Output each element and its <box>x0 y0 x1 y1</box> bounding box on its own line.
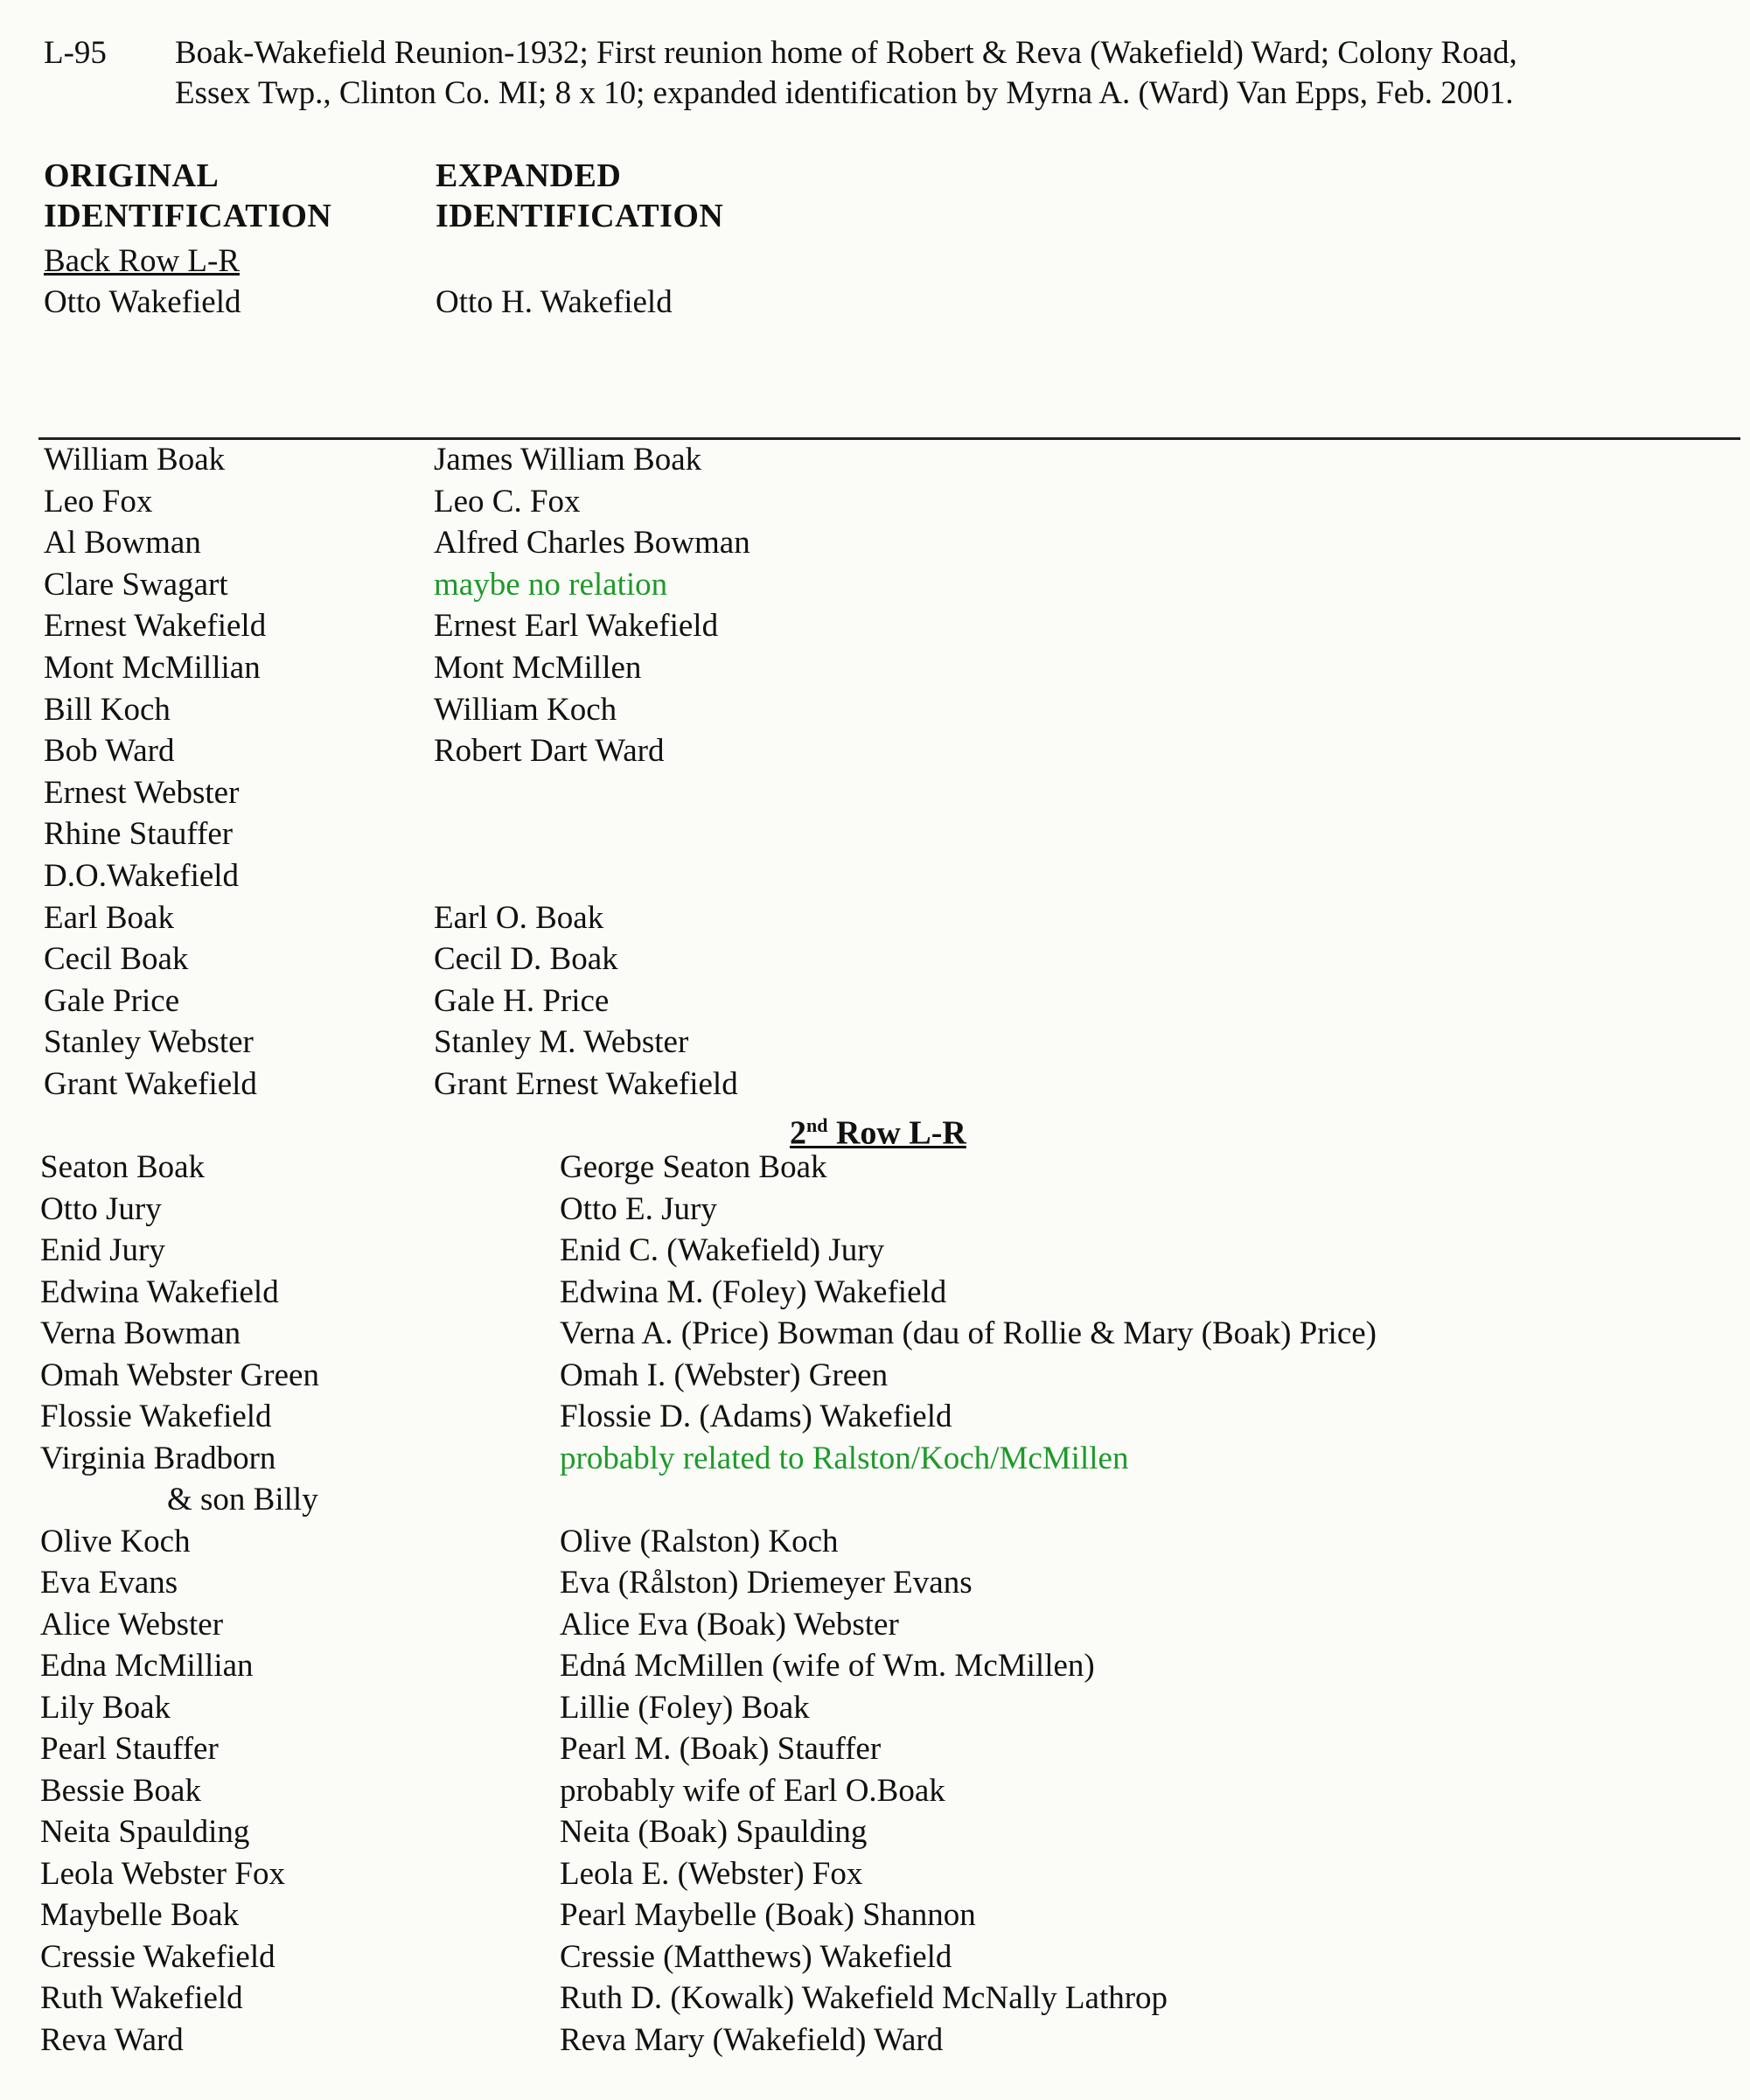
original-name: Pearl Stauffer <box>40 1731 219 1767</box>
original-name: Edwina Wakefield <box>40 1273 279 1310</box>
original-name: Bessie Boak <box>40 1772 201 1809</box>
original-name: Grant Wakefield <box>44 1066 257 1102</box>
original-name: Gale Price <box>44 982 180 1019</box>
original-name: Ernest Webster <box>44 774 240 811</box>
original-name: Rhine Stauffer <box>44 816 234 853</box>
original-name: Neita Spaulding <box>40 1814 250 1850</box>
expanded-name: Omah I. (Webster) Green <box>560 1357 889 1393</box>
expanded-identification-heading: EXPANDED IDENTIFICATION <box>436 157 724 234</box>
original-name: & son Billy <box>167 1482 318 1517</box>
original-name: Eva Evans <box>40 1565 178 1601</box>
original-name: Reva Ward <box>40 2021 184 2058</box>
expanded-name: Reva Mary (Wakefield) Ward <box>560 2021 944 2058</box>
expanded-name: Earl O. Boak <box>434 899 604 936</box>
original-name: Virginia Bradborn <box>40 1440 276 1476</box>
original-name: Seaton Boak <box>40 1149 206 1185</box>
expanded-name: Alice Eva (Boak) Webster <box>560 1606 899 1643</box>
expanded-name: George Seaton Boak <box>560 1149 827 1185</box>
original-name: Bill Koch <box>44 691 171 728</box>
expanded-name: Leo C. Fox <box>434 483 581 520</box>
original-name: Olive Koch <box>40 1523 191 1559</box>
expanded-name: Verna A. (Price) Bowman (dau of Rollie & Mary (Boak) Price) <box>560 1315 1377 1351</box>
expanded-name: Grant Ernest Wakefield <box>434 1066 738 1102</box>
original-name: Flossie Wakefield <box>40 1399 272 1434</box>
back-row-label: Back Row L-R <box>44 243 241 279</box>
expanded-name: Ruth D. (Kowalk) Wakefield McNally Lathrop <box>560 1980 1168 2016</box>
original-name: William Boak <box>44 442 226 478</box>
expanded-name: Edná McMillen (wife of Wm. McMillen) <box>560 1648 1095 1684</box>
original-name: Verna Bowman <box>40 1315 241 1351</box>
original-name: Stanley Webster <box>44 1024 254 1061</box>
description-line-2: Essex Twp., Clinton Co. MI; 8 x 10; expanded identification by Myrna A. (Ward) Van Epps, Feb. 2001. <box>175 75 1514 111</box>
original-name: Ernest Wakefield <box>44 608 267 645</box>
expanded-name: Pearl Maybelle (Boak) Shannon <box>560 1897 976 1933</box>
divider-line <box>38 437 1740 440</box>
expanded-name: probably wife of Earl O.Boak <box>560 1772 945 1809</box>
expanded-name: Lillie (Foley) Boak <box>560 1689 810 1726</box>
back-row-top-expanded: Otto H. Wakefield <box>436 284 673 320</box>
expanded-name: Cressie (Matthews) Wakefield <box>560 1938 952 1975</box>
expanded-name: Stanley M. Webster <box>434 1024 689 1061</box>
original-name: Alice Webster <box>40 1606 224 1643</box>
back-row-top-original: Otto Wakefield <box>44 284 241 320</box>
original-identification-heading: ORIGINAL IDENTIFICATION <box>44 157 332 234</box>
expanded-name: James William Boak <box>434 442 702 478</box>
original-name: Leo Fox <box>44 483 153 520</box>
expanded-name: William Koch <box>434 691 617 728</box>
expanded-name: Leola E. (Webster) Fox <box>560 1855 863 1892</box>
original-name: Al Bowman <box>44 525 201 562</box>
expanded-name: Ernest Earl Wakefield <box>434 608 719 645</box>
expanded-note: maybe no relation <box>434 566 668 603</box>
catalog-id: L-95 <box>44 35 107 71</box>
expanded-name: Enid C. (Wakefield) Jury <box>560 1232 885 1268</box>
original-name: Ruth Wakefield <box>40 1980 243 2016</box>
original-name: Omah Webster Green <box>40 1357 319 1393</box>
second-row-label: 2nd Row L-R <box>790 1114 966 1152</box>
expanded-name: Edwina M. (Foley) Wakefield <box>560 1273 947 1310</box>
original-name: Maybelle Boak <box>40 1897 240 1933</box>
description-line-1: Boak-Wakefield Reunion-1932; First reunion home of Robert & Reva (Wakefield) Ward; Colony Road, <box>175 35 1517 71</box>
expanded-name: Eva (Rålston) Driemeyer Evans <box>560 1565 973 1601</box>
expanded-name: Mont McMillen <box>434 650 642 686</box>
original-name: Leola Webster Fox <box>40 1855 285 1892</box>
expanded-name: Pearl M. (Boak) Stauffer <box>560 1731 882 1767</box>
expanded-name: Alfred Charles Bowman <box>434 525 750 562</box>
original-name: Earl Boak <box>44 899 174 936</box>
original-name: Cressie Wakefield <box>40 1938 275 1975</box>
original-name: Enid Jury <box>40 1232 165 1268</box>
expanded-name: Gale H. Price <box>434 982 610 1019</box>
original-name: Edna McMillian <box>40 1648 254 1684</box>
expanded-name: Olive (Ralston) Koch <box>560 1523 839 1559</box>
photo-description <box>175 33 1732 114</box>
original-name: Cecil Boak <box>44 941 189 978</box>
expanded-name: Robert Dart Ward <box>434 733 665 770</box>
original-name: Mont McMillian <box>44 650 261 686</box>
expanded-name: Neita (Boak) Spaulding <box>560 1814 868 1850</box>
original-name: Bob Ward <box>44 733 175 770</box>
expanded-note: probably related to Ralston/Koch/McMillen <box>560 1440 1129 1476</box>
expanded-name: Otto E. Jury <box>560 1190 717 1227</box>
expanded-name: Flossie D. (Adams) Wakefield <box>560 1399 952 1434</box>
original-name: D.O.Wakefield <box>44 858 240 894</box>
original-name: Clare Swagart <box>44 566 228 603</box>
original-name: Otto Jury <box>40 1190 162 1227</box>
expanded-name: Cecil D. Boak <box>434 941 618 978</box>
original-name: Lily Boak <box>40 1689 171 1726</box>
